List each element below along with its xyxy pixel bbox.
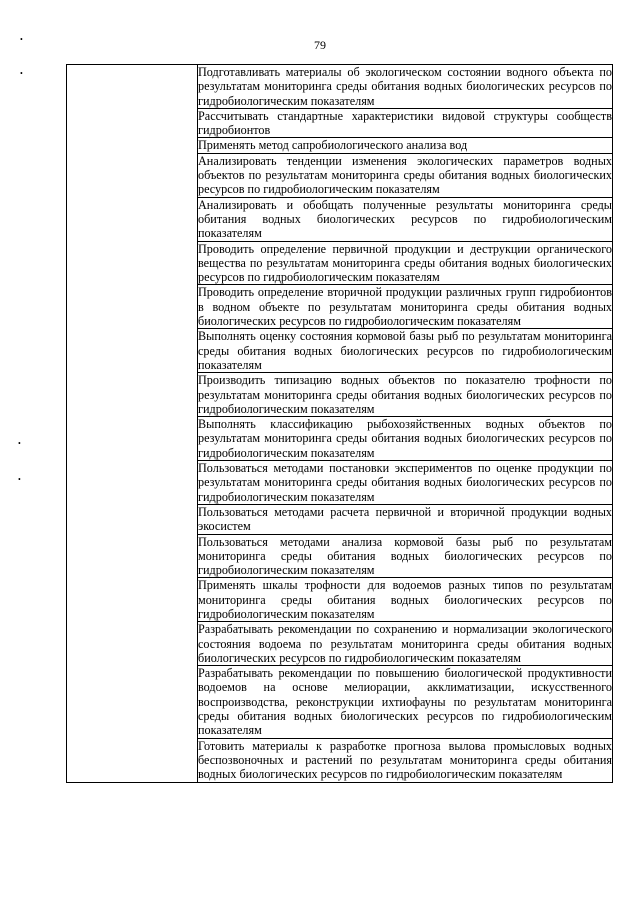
skill-cell: Пользоваться методами анализа кормовой базы рыб по результатам мониторинга среды обитания водных биологических ресурсов по гидробиологическим показателям [198,534,612,578]
scan-mark: • [20,69,23,78]
scan-mark: • [18,475,21,484]
skill-cell: Проводить определение вторичной продукции различных групп гидробионтов в водном объекте по результатам мониторинга среды обитания водных биологических ресурсов по гидробиологическим показателям [198,285,612,329]
skill-cell: Производить типизацию водных объектов по показателю трофности по результатам мониторинга среды обитания водных биологических ресурсов по гидробиологическим показателям [198,373,612,416]
scan-mark: • [20,35,23,44]
scan-mark: • [18,439,21,448]
skill-cell: Выполнять классификацию рыбохозяйственных водных объектов по результатам мониторинга среды обитания водных биологических ресурсов по гидробиологическим показателям [198,417,612,460]
skills-table [66,64,613,783]
skill-cell: Готовить материалы к разработке прогноза вылова промысловых водных беспозвоночных и растений по результатам мониторинга среды обитания водных биологических ресурсов по гидробиологическим показателям [198,738,612,782]
skill-cell: Разрабатывать рекомендации по сохранению и нормализации экологического состояния водоема по результатам мониторинга среды обитания водных биологических ресурсов по гидробиологическим показателям [198,622,612,665]
empty-left-column [67,65,198,783]
skill-cell: Подготавливать материалы об экологическом состоянии водного объекта по результатам мониторинга среды обитания водных биологических ресурсов по гидробиологическим показателям [198,65,612,108]
page-number: 79 [314,38,326,52]
skill-cell: Пользоваться методами постановки экспериментов по оценке продукции по результатам мониторинга среды обитания водных биологических ресурсов по гидробиологическим показателям [198,461,612,504]
skill-cell: Рассчитывать стандартные характеристики видовой структуры сообществ гидробионтов [198,108,612,138]
skill-cell: Выполнять оценку состояния кормовой базы рыб по результатам мониторинга среды обитания водных биологических ресурсов по гидробиологическим показателям [198,329,612,372]
skill-cell: Анализировать и обобщать полученные результаты мониторинга среды обитания водных биологических ресурсов по гидробиологическим показателям [198,197,612,241]
table-row [67,65,613,109]
skill-cell: Применять метод сапробиологического анализа вод [198,138,613,153]
skill-cell: Пользоваться методами расчета первичной и вторичной продукции водных экосистем [198,504,612,534]
skill-cell: Проводить определение первичной продукции и деструкции органического вещества по результатам мониторинга среды обитания водных биологических ресурсов по гидробиологическим показателям [198,241,612,285]
skill-cell: Применять шкалы трофности для водоемов разных типов по результатам мониторинга среды обитания водных биологических ресурсов по гидробиологическим показателям [198,578,612,621]
skill-cell: Разрабатывать рекомендации по повышению биологической продуктивности водоемов на основе мелиорации, акклиматизации, искусственного воспроизводства, реконструкции ихтиофауны по результатам мониторинга среды обитания водных биологических ресурсов по гидробиологическим показателям [198,666,612,738]
skill-cell: Анализировать тенденции изменения экологических параметров водных объектов по результатам мониторинга среды обитания водных биологических ресурсов по гидробиологическим показателям [198,153,612,197]
